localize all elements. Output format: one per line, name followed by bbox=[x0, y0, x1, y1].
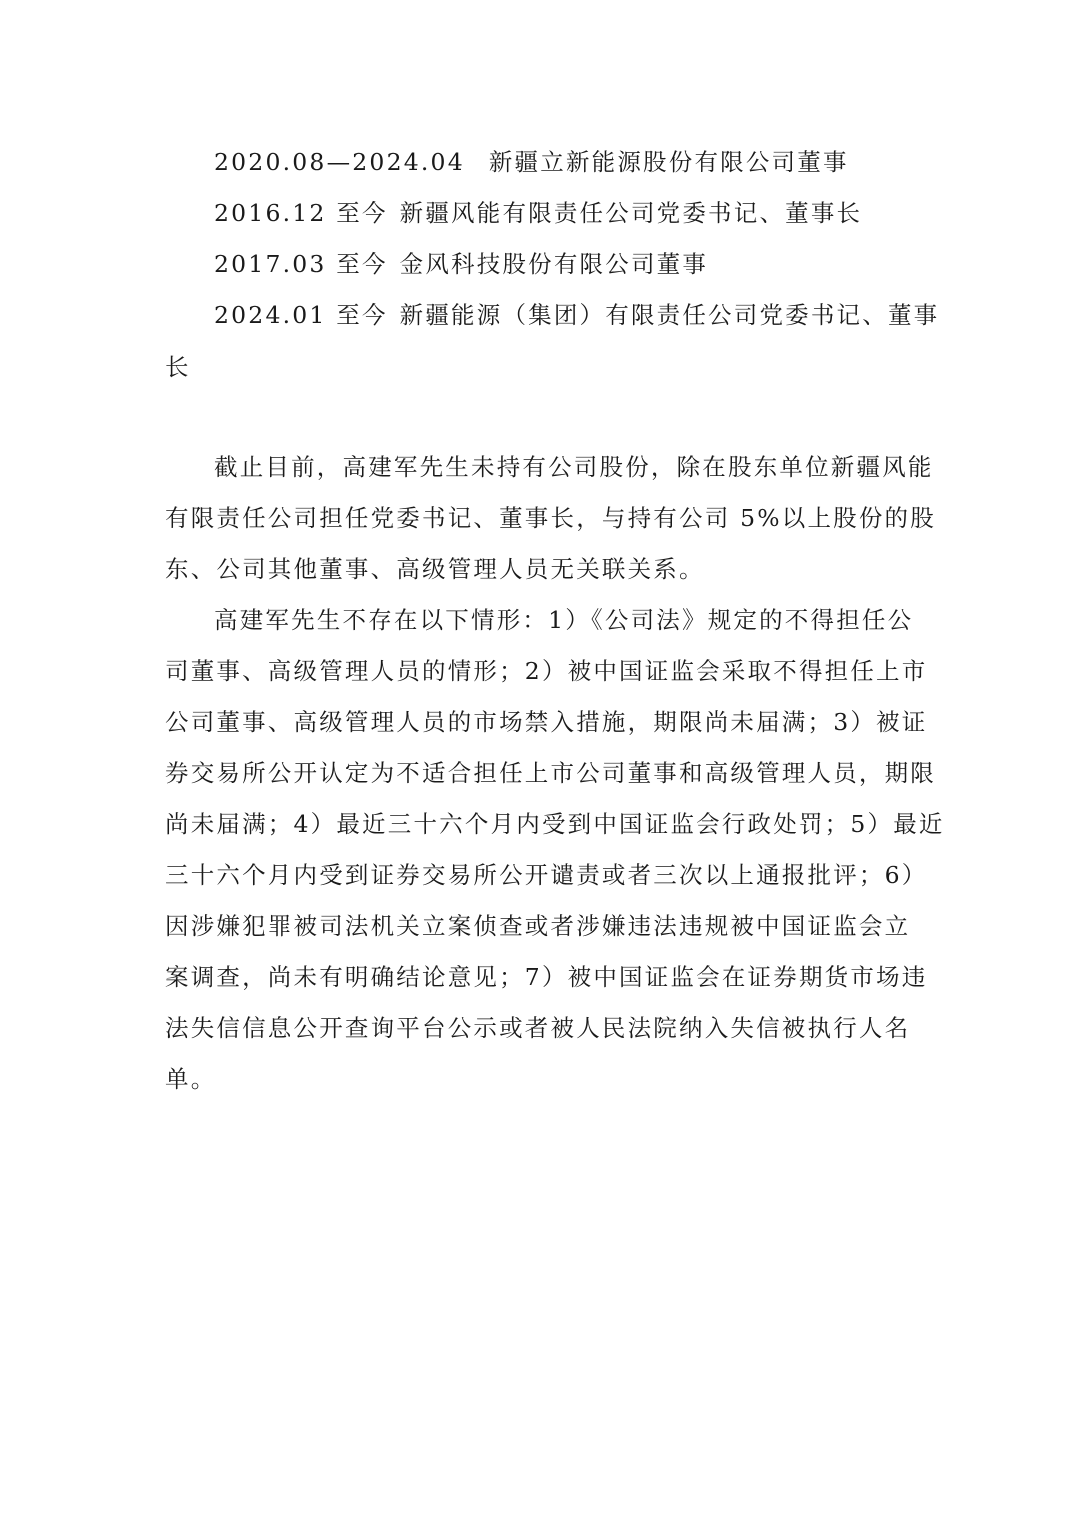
career-period: 2020.08—2024.04 bbox=[214, 148, 465, 176]
paragraph-2-line: 法失信信息公开查询平台公示或者被人民法院纳入失信被执行人名 bbox=[165, 1014, 911, 1042]
paragraph-1-line: 东、公司其他董事、高级管理人员无关联关系。 bbox=[165, 555, 705, 583]
career-title-continued: 长 bbox=[165, 353, 191, 381]
paragraph-2-line: 单。 bbox=[165, 1065, 217, 1093]
career-entry-2 bbox=[214, 198, 862, 228]
paragraph-1-line: 有限责任公司担任党委书记、董事长，与持有公司 5%以上股份的股 bbox=[165, 504, 936, 532]
career-entry-1 bbox=[214, 147, 849, 177]
career-period: 2024.01 至今 bbox=[214, 301, 388, 329]
paragraph-2-line: 券交易所公开认定为不适合担任上市公司董事和高级管理人员，期限 bbox=[165, 759, 936, 787]
career-title: 金风科技股份有限公司董事 bbox=[399, 250, 709, 278]
career-entry-3 bbox=[214, 249, 708, 279]
career-title: 新疆风能有限责任公司党委书记、董事长 bbox=[399, 199, 863, 227]
paragraph-2-line: 公司董事、高级管理人员的市场禁入措施，期限尚未届满；3）被证 bbox=[165, 708, 928, 736]
paragraph-2-line: 三十六个月内受到证券交易所公开谴责或者三次以上通报批评；6） bbox=[165, 861, 928, 889]
career-period: 2017.03 至今 bbox=[214, 250, 388, 278]
career-title: 新疆能源（集团）有限责任公司党委书记、董事 bbox=[399, 301, 940, 329]
career-entry-4 bbox=[214, 300, 939, 330]
paragraph-1-line: 截止目前，高建军先生未持有公司股份，除在股东单位新疆风能 bbox=[214, 453, 934, 481]
paragraph-2-line: 高建军先生不存在以下情形：1）《公司法》规定的不得担任公 bbox=[214, 606, 914, 634]
paragraph-2-line: 尚未届满；4）最近三十六个月内受到中国证监会行政处罚；5）最近 bbox=[165, 810, 945, 838]
paragraph-2-line: 案调查，尚未有明确结论意见；7）被中国证监会在证券期货市场违 bbox=[165, 963, 928, 991]
paragraph-2-line: 因涉嫌犯罪被司法机关立案侦查或者涉嫌违法违规被中国证监会立 bbox=[165, 912, 911, 940]
career-period: 2016.12 至今 bbox=[214, 199, 388, 227]
career-title: 新疆立新能源股份有限公司董事 bbox=[488, 148, 849, 176]
career-entry-4-continued bbox=[165, 352, 191, 382]
paragraph-2-line: 司董事、高级管理人员的情形；2）被中国证监会采取不得担任上市 bbox=[165, 657, 928, 685]
